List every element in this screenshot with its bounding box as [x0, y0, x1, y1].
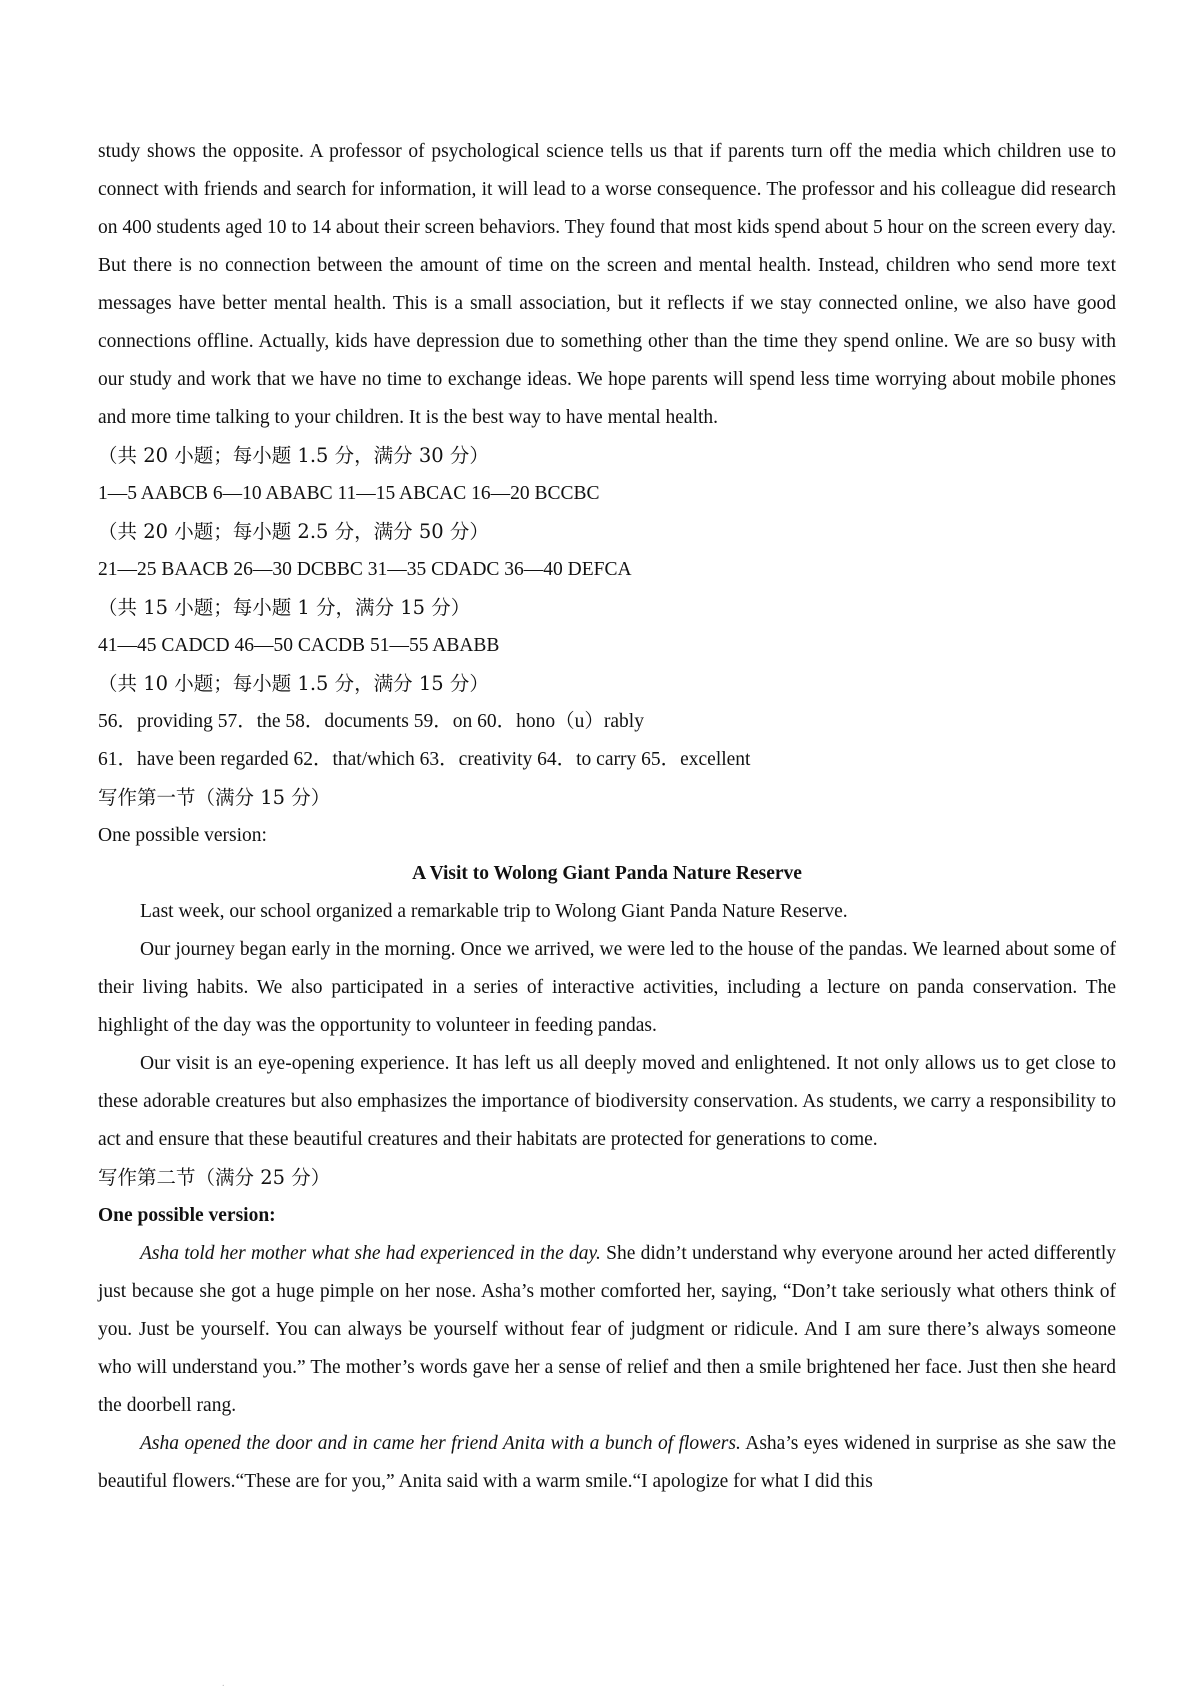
section4-header: （共 10 小题；每小题 1.5 分，满分 15 分）	[98, 672, 489, 695]
writing2-intro: One possible version:	[98, 1205, 276, 1226]
writing1-title: A Visit to Wolong Giant Panda Nature Reserve	[412, 863, 802, 884]
writing2-paragraph-1	[98, 1235, 1116, 1425]
writing2-paragraph-2-lead: Asha opened the door and in came her friend Anita with a bunch of flowers.	[140, 1433, 741, 1454]
writing2-paragraph-1-lead: Asha told her mother what she had experienced in the day.	[140, 1243, 601, 1264]
writing2-paragraph-1-body: She didn’t understand why everyone around her acted differently just because she got a huge pimple on her nose. Asha’s mother comforted her, saying, “Don’t take seriously what others think of you. Just be yourself. You can always be yourself without fear of judgment or ridicule. And I am sure there’s always someone who will understand you.” The mother’s words gave her a sense of relief and then a smile brightened her face. Just then she heard the doorbell rang.	[98, 1243, 1116, 1416]
section2-answers: 21—25 BAACB 26—30 DCBBC 31—35 CDADC 36—40 DEFCA	[98, 559, 632, 580]
section1-header: （共 20 小题；每小题 1.5 分，满分 30 分）	[98, 444, 489, 467]
section1-answers: 1—5 AABCB 6—10 ABABC 11—15 ABCAC 16—20 BCCBC	[98, 483, 600, 504]
section2-header: （共 20 小题；每小题 2.5 分，满分 50 分）	[98, 520, 489, 543]
section3-header: （共 15 小题；每小题 1 分，满分 15 分）	[98, 596, 471, 619]
section3-answers: 41—45 CADCD 46—50 CACDB 51—55 ABABB	[98, 635, 500, 656]
writing1-header: 写作第一节（满分 15 分）	[98, 786, 331, 809]
writing1-intro: One possible version:	[98, 825, 267, 846]
writing2-header: 写作第二节（满分 25 分）	[98, 1166, 331, 1189]
writing2-paragraph-2	[98, 1425, 1116, 1501]
writing1-paragraph-1: Last week, our school organized a remarkable trip to Wolong Giant Panda Nature Reserve.	[140, 901, 848, 922]
passage-continuation: study shows the opposite. A professor of psychological science tells us that if parents turn off the media which children use to connect with friends and search for information, it will lead to a worse consequence. The professor and his colleague did research on 400 students aged 10 to 14 about their screen behaviors. They found that most kids spend about 5 hour on the screen every day. But there is no connection between the amount of time on the screen and mental health. Instead, children who send more text messages have better mental health. This is a small association, but it reflects if we stay connected online, we also have good connections offline. Actually, kids have depression due to something other than the time they spend online. We are so busy with our study and work that we have no time to exchange ideas. We hope parents will spend less time worrying about mobile phones and more time talking to your children. It is the best way to have mental health.	[98, 141, 1116, 428]
section4-answers-line2: 61．have been regarded 62．that/which 63．creativity 64．to carry 65．excellent	[98, 749, 751, 770]
writing1-paragraph-3: Our visit is an eye-opening experience. It has left us all deeply moved and enlightened. It not only allows us to get close to these adorable creatures but also emphasizes the importance of biodiversity conservation. As students, we carry a responsibility to act and ensure that these beautiful creatures and their habitats are protected for generations to come.	[98, 1053, 1116, 1150]
section4-answers-line1: 56．providing 57．the 58．documents 59．on 60．hono（u）rably	[98, 711, 644, 732]
writing1-paragraph-2: Our journey began early in the morning. Once we arrived, we were led to the house of the pandas. We learned about some of their living habits. We also participated in a series of interactive activities, including a lecture on panda conservation. The highlight of the day was the opportunity to volunteer in feeding pandas.	[98, 939, 1116, 1036]
page-content	[98, 133, 1116, 1501]
writing2-paragraph-2-body: Asha’s eyes widened in surprise as she saw the beautiful flowers.“These are for you,” Anita said with a warm smile.“I apologize for what I did this	[98, 1433, 1116, 1492]
page-footer-mark: .	[222, 1678, 225, 1689]
